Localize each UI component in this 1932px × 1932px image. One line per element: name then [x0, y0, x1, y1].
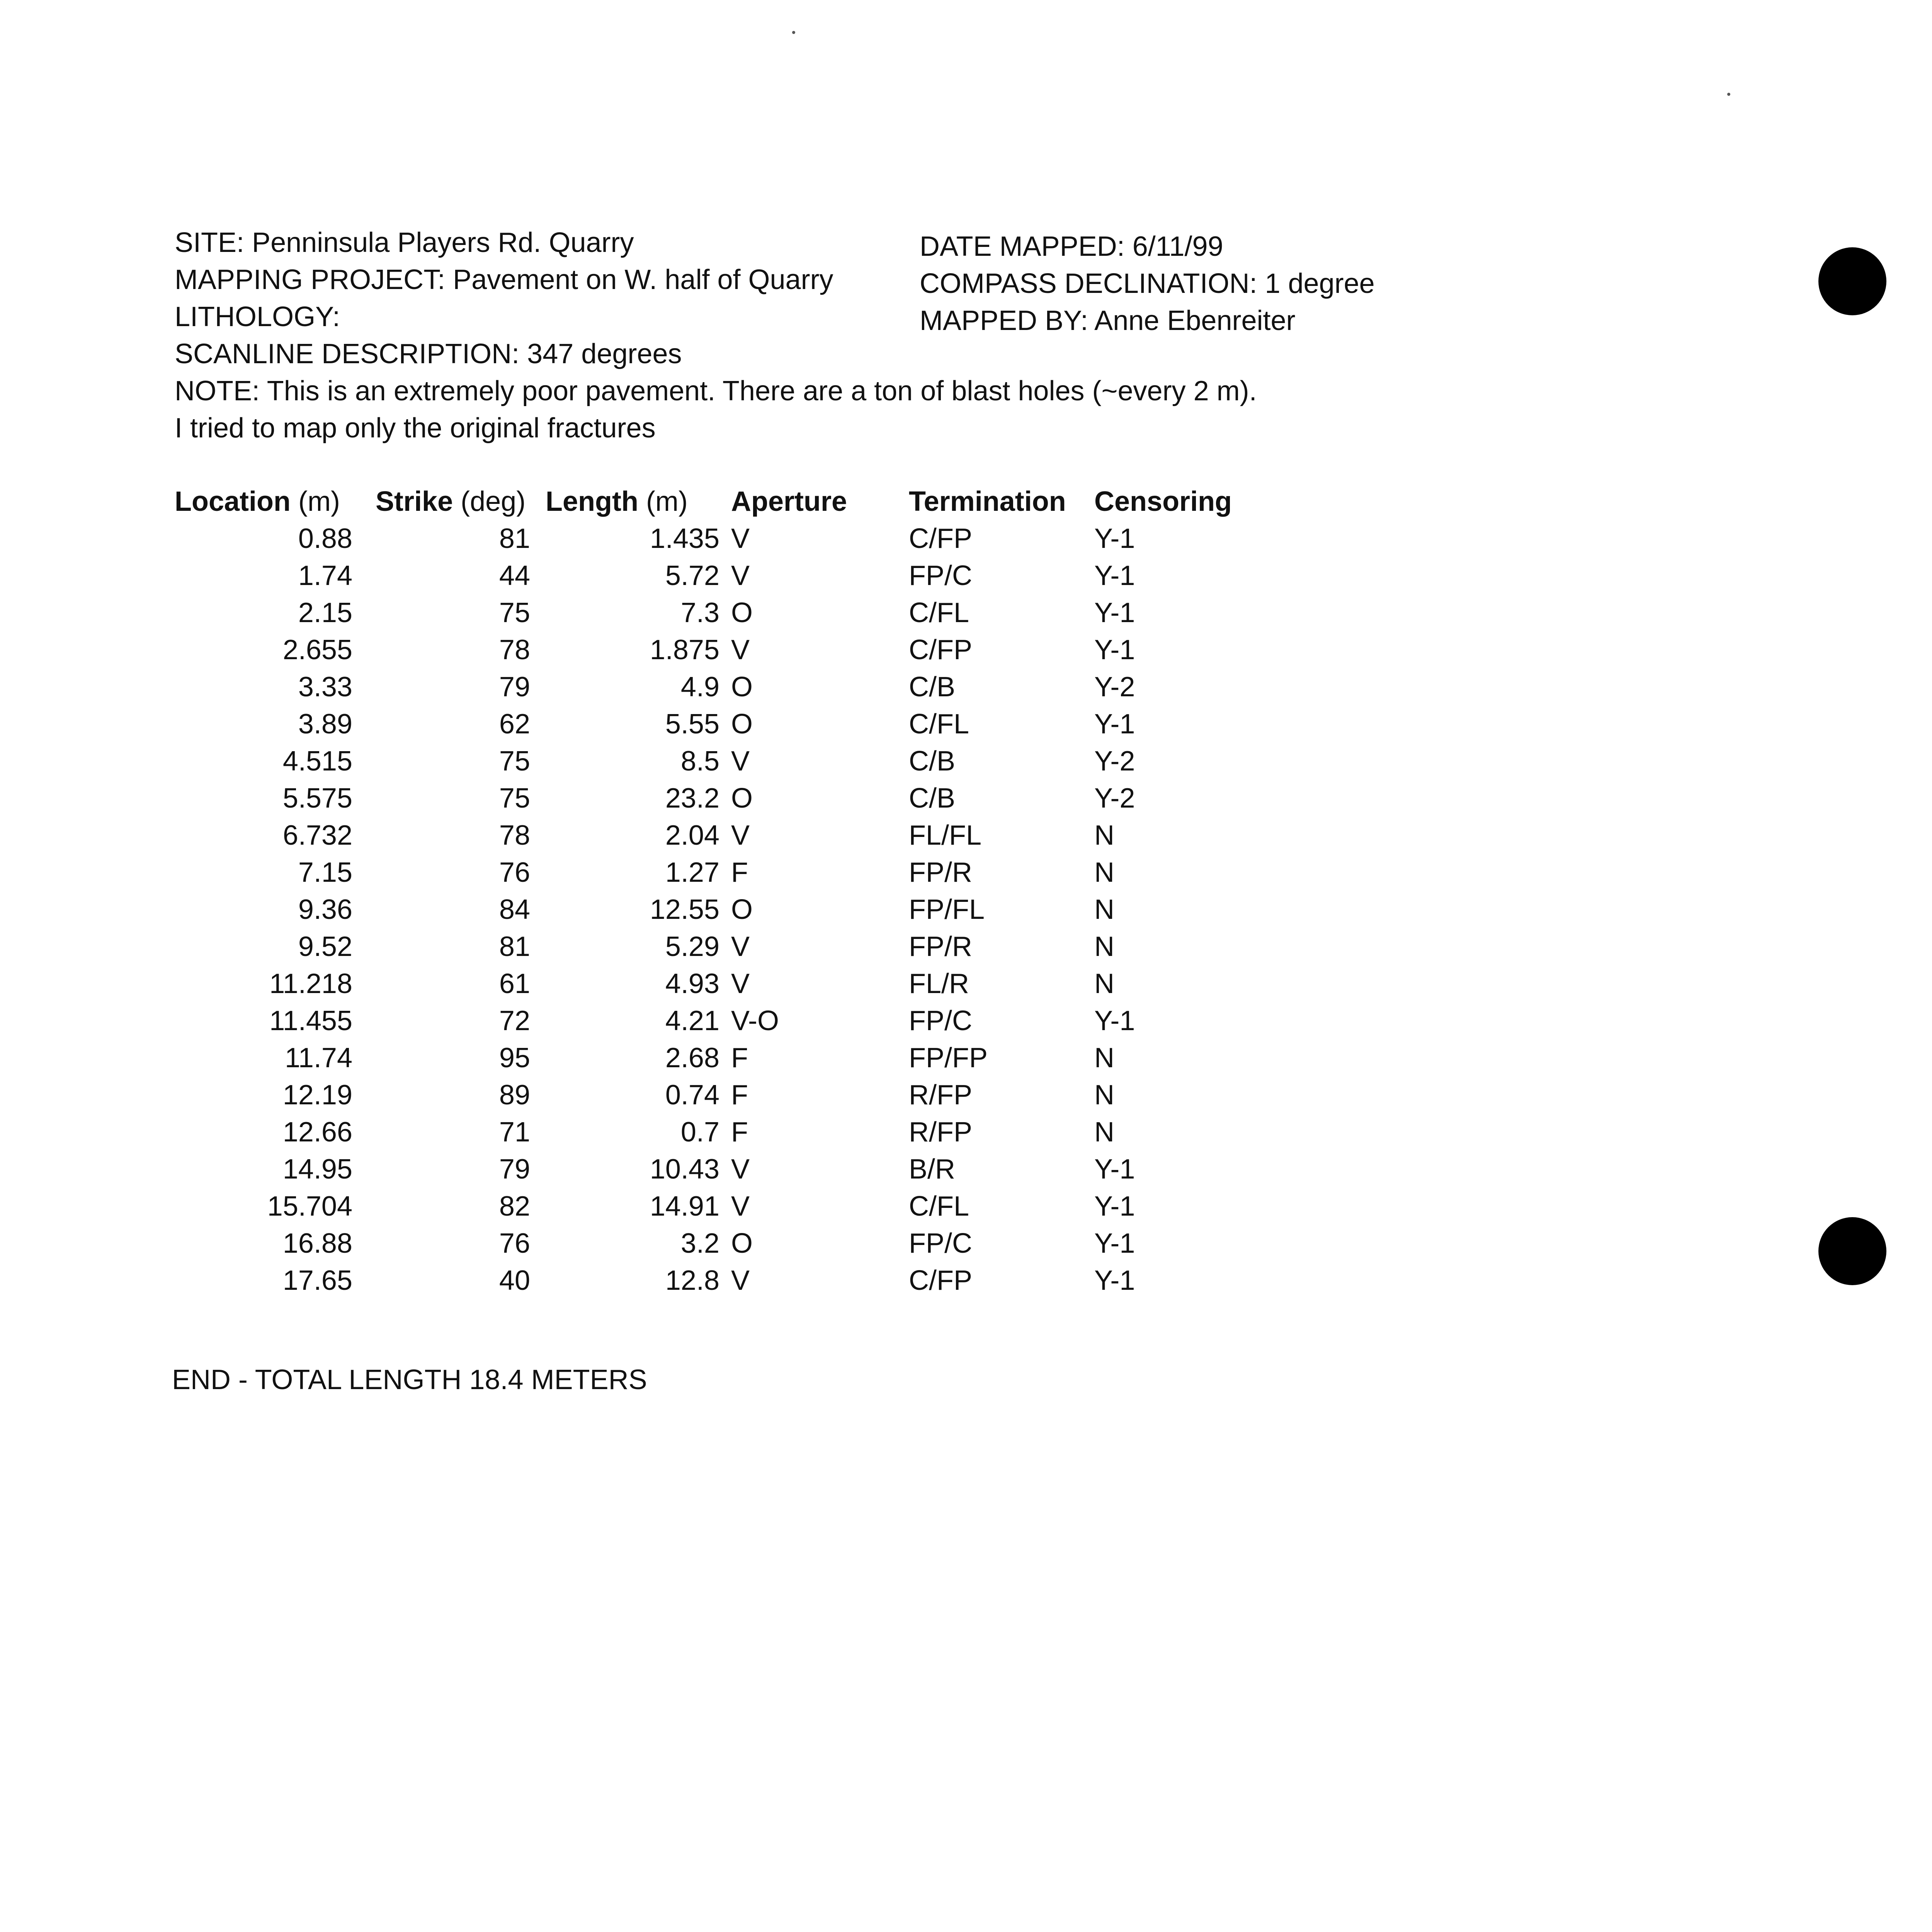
- censoring-cell: Y-1: [1094, 1191, 1135, 1222]
- compass-declination-line: COMPASS DECLINATION: 1 degree: [920, 268, 1375, 299]
- strike-cell: 75: [499, 746, 530, 777]
- location-cell: 11.218: [269, 968, 352, 999]
- location-cell: 7.15: [298, 857, 352, 888]
- aperture-cell: V: [731, 746, 750, 777]
- length-cell: 1.875: [650, 634, 719, 665]
- table-row: [175, 1039, 1249, 1077]
- length-cell: 7.3: [680, 597, 719, 628]
- censoring-cell: Y-1: [1094, 1265, 1135, 1296]
- termination-cell: FL/R: [909, 968, 969, 999]
- table-row: [175, 1077, 1249, 1114]
- header-censoring: Censoring: [1094, 486, 1232, 517]
- binder-hole-middle: [1818, 1217, 1886, 1285]
- length-cell: 2.68: [665, 1043, 719, 1073]
- censoring-cell: Y-1: [1094, 597, 1135, 628]
- strike-cell: 81: [499, 523, 530, 554]
- aperture-cell: F: [731, 1080, 748, 1111]
- table-row: [175, 743, 1249, 780]
- censoring-cell: N: [1094, 1043, 1114, 1073]
- length-cell: 5.55: [665, 709, 719, 740]
- location-cell: 14.95: [282, 1154, 352, 1185]
- strike-cell: 40: [499, 1265, 530, 1296]
- location-cell: 15.704: [267, 1191, 352, 1222]
- strike-cell: 61: [499, 968, 530, 999]
- aperture-cell: F: [731, 1043, 748, 1073]
- length-cell: 0.74: [665, 1080, 719, 1111]
- table-row: [175, 706, 1249, 743]
- length-cell: 23.2: [665, 783, 719, 814]
- aperture-cell: F: [731, 1117, 748, 1148]
- termination-cell: C/FL: [909, 709, 969, 740]
- length-cell: 12.55: [650, 894, 719, 925]
- length-cell: 8.5: [680, 746, 719, 777]
- header-termination: Termination: [909, 486, 1066, 517]
- aperture-cell: O: [731, 1228, 753, 1259]
- strike-cell: 79: [499, 672, 530, 702]
- table-row: [175, 557, 1249, 594]
- strike-cell: 75: [499, 597, 530, 628]
- censoring-cell: Y-2: [1094, 783, 1135, 814]
- strike-cell: 71: [499, 1117, 530, 1148]
- censoring-cell: N: [1094, 1117, 1114, 1148]
- note-continuation-line: I tried to map only the original fractures: [175, 413, 656, 444]
- location-cell: 3.89: [298, 709, 352, 740]
- censoring-cell: Y-1: [1094, 709, 1135, 740]
- length-cell: 4.93: [665, 968, 719, 999]
- strike-cell: 75: [499, 783, 530, 814]
- termination-cell: FP/R: [909, 931, 973, 962]
- length-cell: 1.27: [665, 857, 719, 888]
- termination-cell: FP/R: [909, 857, 973, 888]
- censoring-cell: N: [1094, 1080, 1114, 1111]
- table-row: [175, 594, 1249, 631]
- table-body: [175, 520, 1249, 1299]
- aperture-cell: O: [731, 894, 753, 925]
- location-cell: 2.15: [298, 597, 352, 628]
- censoring-cell: Y-1: [1094, 523, 1135, 554]
- length-cell: 3.2: [680, 1228, 719, 1259]
- censoring-cell: N: [1094, 931, 1114, 962]
- termination-cell: FP/C: [909, 560, 973, 591]
- header-strike: Strike (deg): [376, 486, 526, 517]
- aperture-cell: F: [731, 857, 748, 888]
- location-cell: 3.33: [298, 672, 352, 702]
- termination-cell: FP/FL: [909, 894, 985, 925]
- aperture-cell: V: [731, 1265, 750, 1296]
- aperture-cell: O: [731, 709, 753, 740]
- censoring-cell: N: [1094, 857, 1114, 888]
- location-cell: 12.66: [282, 1117, 352, 1148]
- location-cell: 2.655: [282, 634, 352, 665]
- strike-cell: 44: [499, 560, 530, 591]
- termination-cell: R/FP: [909, 1117, 973, 1148]
- header-aperture: Aperture: [731, 486, 847, 517]
- location-cell: 1.74: [298, 560, 352, 591]
- censoring-cell: Y-1: [1094, 1228, 1135, 1259]
- table-row: [175, 1002, 1249, 1039]
- scan-speck: [792, 31, 795, 34]
- censoring-cell: Y-2: [1094, 746, 1135, 777]
- binder-hole-top: [1818, 247, 1886, 315]
- length-cell: 14.91: [650, 1191, 719, 1222]
- mapped-by-line: MAPPED BY: Anne Ebenreiter: [920, 305, 1296, 336]
- length-cell: 5.29: [665, 931, 719, 962]
- scan-speck: [1727, 93, 1730, 96]
- scanline-description-line: SCANLINE DESCRIPTION: 347 degrees: [175, 338, 682, 369]
- aperture-cell: V-O: [731, 1005, 779, 1036]
- strike-cell: 82: [499, 1191, 530, 1222]
- termination-cell: C/FL: [909, 597, 969, 628]
- aperture-cell: O: [731, 783, 753, 814]
- scanline-table: [175, 483, 1249, 1299]
- table-row: [175, 928, 1249, 965]
- termination-cell: C/FP: [909, 523, 973, 554]
- table-header-row: [175, 483, 1249, 520]
- table-row: [175, 668, 1249, 706]
- table-row: [175, 1225, 1249, 1262]
- termination-cell: C/FP: [909, 634, 973, 665]
- termination-cell: C/B: [909, 783, 956, 814]
- termination-cell: C/FL: [909, 1191, 969, 1222]
- end-note: END - TOTAL LENGTH 18.4 METERS: [172, 1364, 647, 1395]
- length-cell: 2.04: [665, 820, 719, 851]
- censoring-cell: N: [1094, 968, 1114, 999]
- note-line: NOTE: This is an extremely poor pavement. There are a ton of blast holes (~every 2 m).: [175, 376, 1257, 406]
- termination-cell: FP/FP: [909, 1043, 988, 1073]
- aperture-cell: V: [731, 523, 750, 554]
- lithology-line: LITHOLOGY:: [175, 301, 340, 332]
- termination-cell: FP/C: [909, 1228, 973, 1259]
- location-cell: 0.88: [298, 523, 352, 554]
- location-cell: 5.575: [282, 783, 352, 814]
- strike-cell: 89: [499, 1080, 530, 1111]
- location-cell: 12.19: [282, 1080, 352, 1111]
- mapping-project-line: MAPPING PROJECT: Pavement on W. half of Quarry: [175, 264, 833, 295]
- censoring-cell: Y-1: [1094, 1005, 1135, 1036]
- table-row: [175, 520, 1249, 557]
- table-row: [175, 854, 1249, 891]
- table-row: [175, 965, 1249, 1002]
- location-cell: 16.88: [282, 1228, 352, 1259]
- length-cell: 4.9: [680, 672, 719, 702]
- length-cell: 4.21: [665, 1005, 719, 1036]
- censoring-cell: N: [1094, 894, 1114, 925]
- termination-cell: FP/C: [909, 1005, 973, 1036]
- table-row: [175, 1262, 1249, 1299]
- length-cell: 10.43: [650, 1154, 719, 1185]
- length-cell: 1.435: [650, 523, 719, 554]
- table-row: [175, 1188, 1249, 1225]
- length-cell: 5.72: [665, 560, 719, 591]
- table-row: [175, 817, 1249, 854]
- strike-cell: 76: [499, 1228, 530, 1259]
- strike-cell: 79: [499, 1154, 530, 1185]
- aperture-cell: V: [731, 634, 750, 665]
- strike-cell: 81: [499, 931, 530, 962]
- aperture-cell: O: [731, 672, 753, 702]
- strike-cell: 84: [499, 894, 530, 925]
- aperture-cell: V: [731, 1191, 750, 1222]
- location-cell: 17.65: [282, 1265, 352, 1296]
- location-cell: 11.455: [269, 1005, 352, 1036]
- aperture-cell: V: [731, 968, 750, 999]
- location-cell: 9.52: [298, 931, 352, 962]
- date-mapped-line: DATE MAPPED: 6/11/99: [920, 231, 1223, 262]
- termination-cell: C/FP: [909, 1265, 973, 1296]
- location-cell: 11.74: [285, 1043, 352, 1073]
- censoring-cell: N: [1094, 820, 1114, 851]
- table-row: [175, 631, 1249, 668]
- aperture-cell: V: [731, 1154, 750, 1185]
- table-row: [175, 891, 1249, 928]
- site-line: SITE: Penninsula Players Rd. Quarry: [175, 227, 634, 258]
- length-cell: 12.8: [665, 1265, 719, 1296]
- strike-cell: 76: [499, 857, 530, 888]
- censoring-cell: Y-1: [1094, 560, 1135, 591]
- strike-cell: 95: [499, 1043, 530, 1073]
- termination-cell: R/FP: [909, 1080, 973, 1111]
- strike-cell: 72: [499, 1005, 530, 1036]
- aperture-cell: V: [731, 931, 750, 962]
- location-cell: 4.515: [282, 746, 352, 777]
- aperture-cell: V: [731, 820, 750, 851]
- strike-cell: 62: [499, 709, 530, 740]
- termination-cell: FL/FL: [909, 820, 982, 851]
- header-location: Location (m): [175, 486, 340, 517]
- table-row: [175, 1151, 1249, 1188]
- aperture-cell: O: [731, 597, 753, 628]
- header-length: Length (m): [546, 486, 688, 517]
- censoring-cell: Y-1: [1094, 634, 1135, 665]
- strike-cell: 78: [499, 820, 530, 851]
- length-cell: 0.7: [680, 1117, 719, 1148]
- termination-cell: C/B: [909, 672, 956, 702]
- table-row: [175, 1114, 1249, 1151]
- censoring-cell: Y-1: [1094, 1154, 1135, 1185]
- header-right: [920, 228, 1375, 339]
- aperture-cell: V: [731, 560, 750, 591]
- strike-cell: 78: [499, 634, 530, 665]
- censoring-cell: Y-2: [1094, 672, 1135, 702]
- location-cell: 6.732: [282, 820, 352, 851]
- termination-cell: B/R: [909, 1154, 956, 1185]
- termination-cell: C/B: [909, 746, 956, 777]
- location-cell: 9.36: [298, 894, 352, 925]
- table-row: [175, 780, 1249, 817]
